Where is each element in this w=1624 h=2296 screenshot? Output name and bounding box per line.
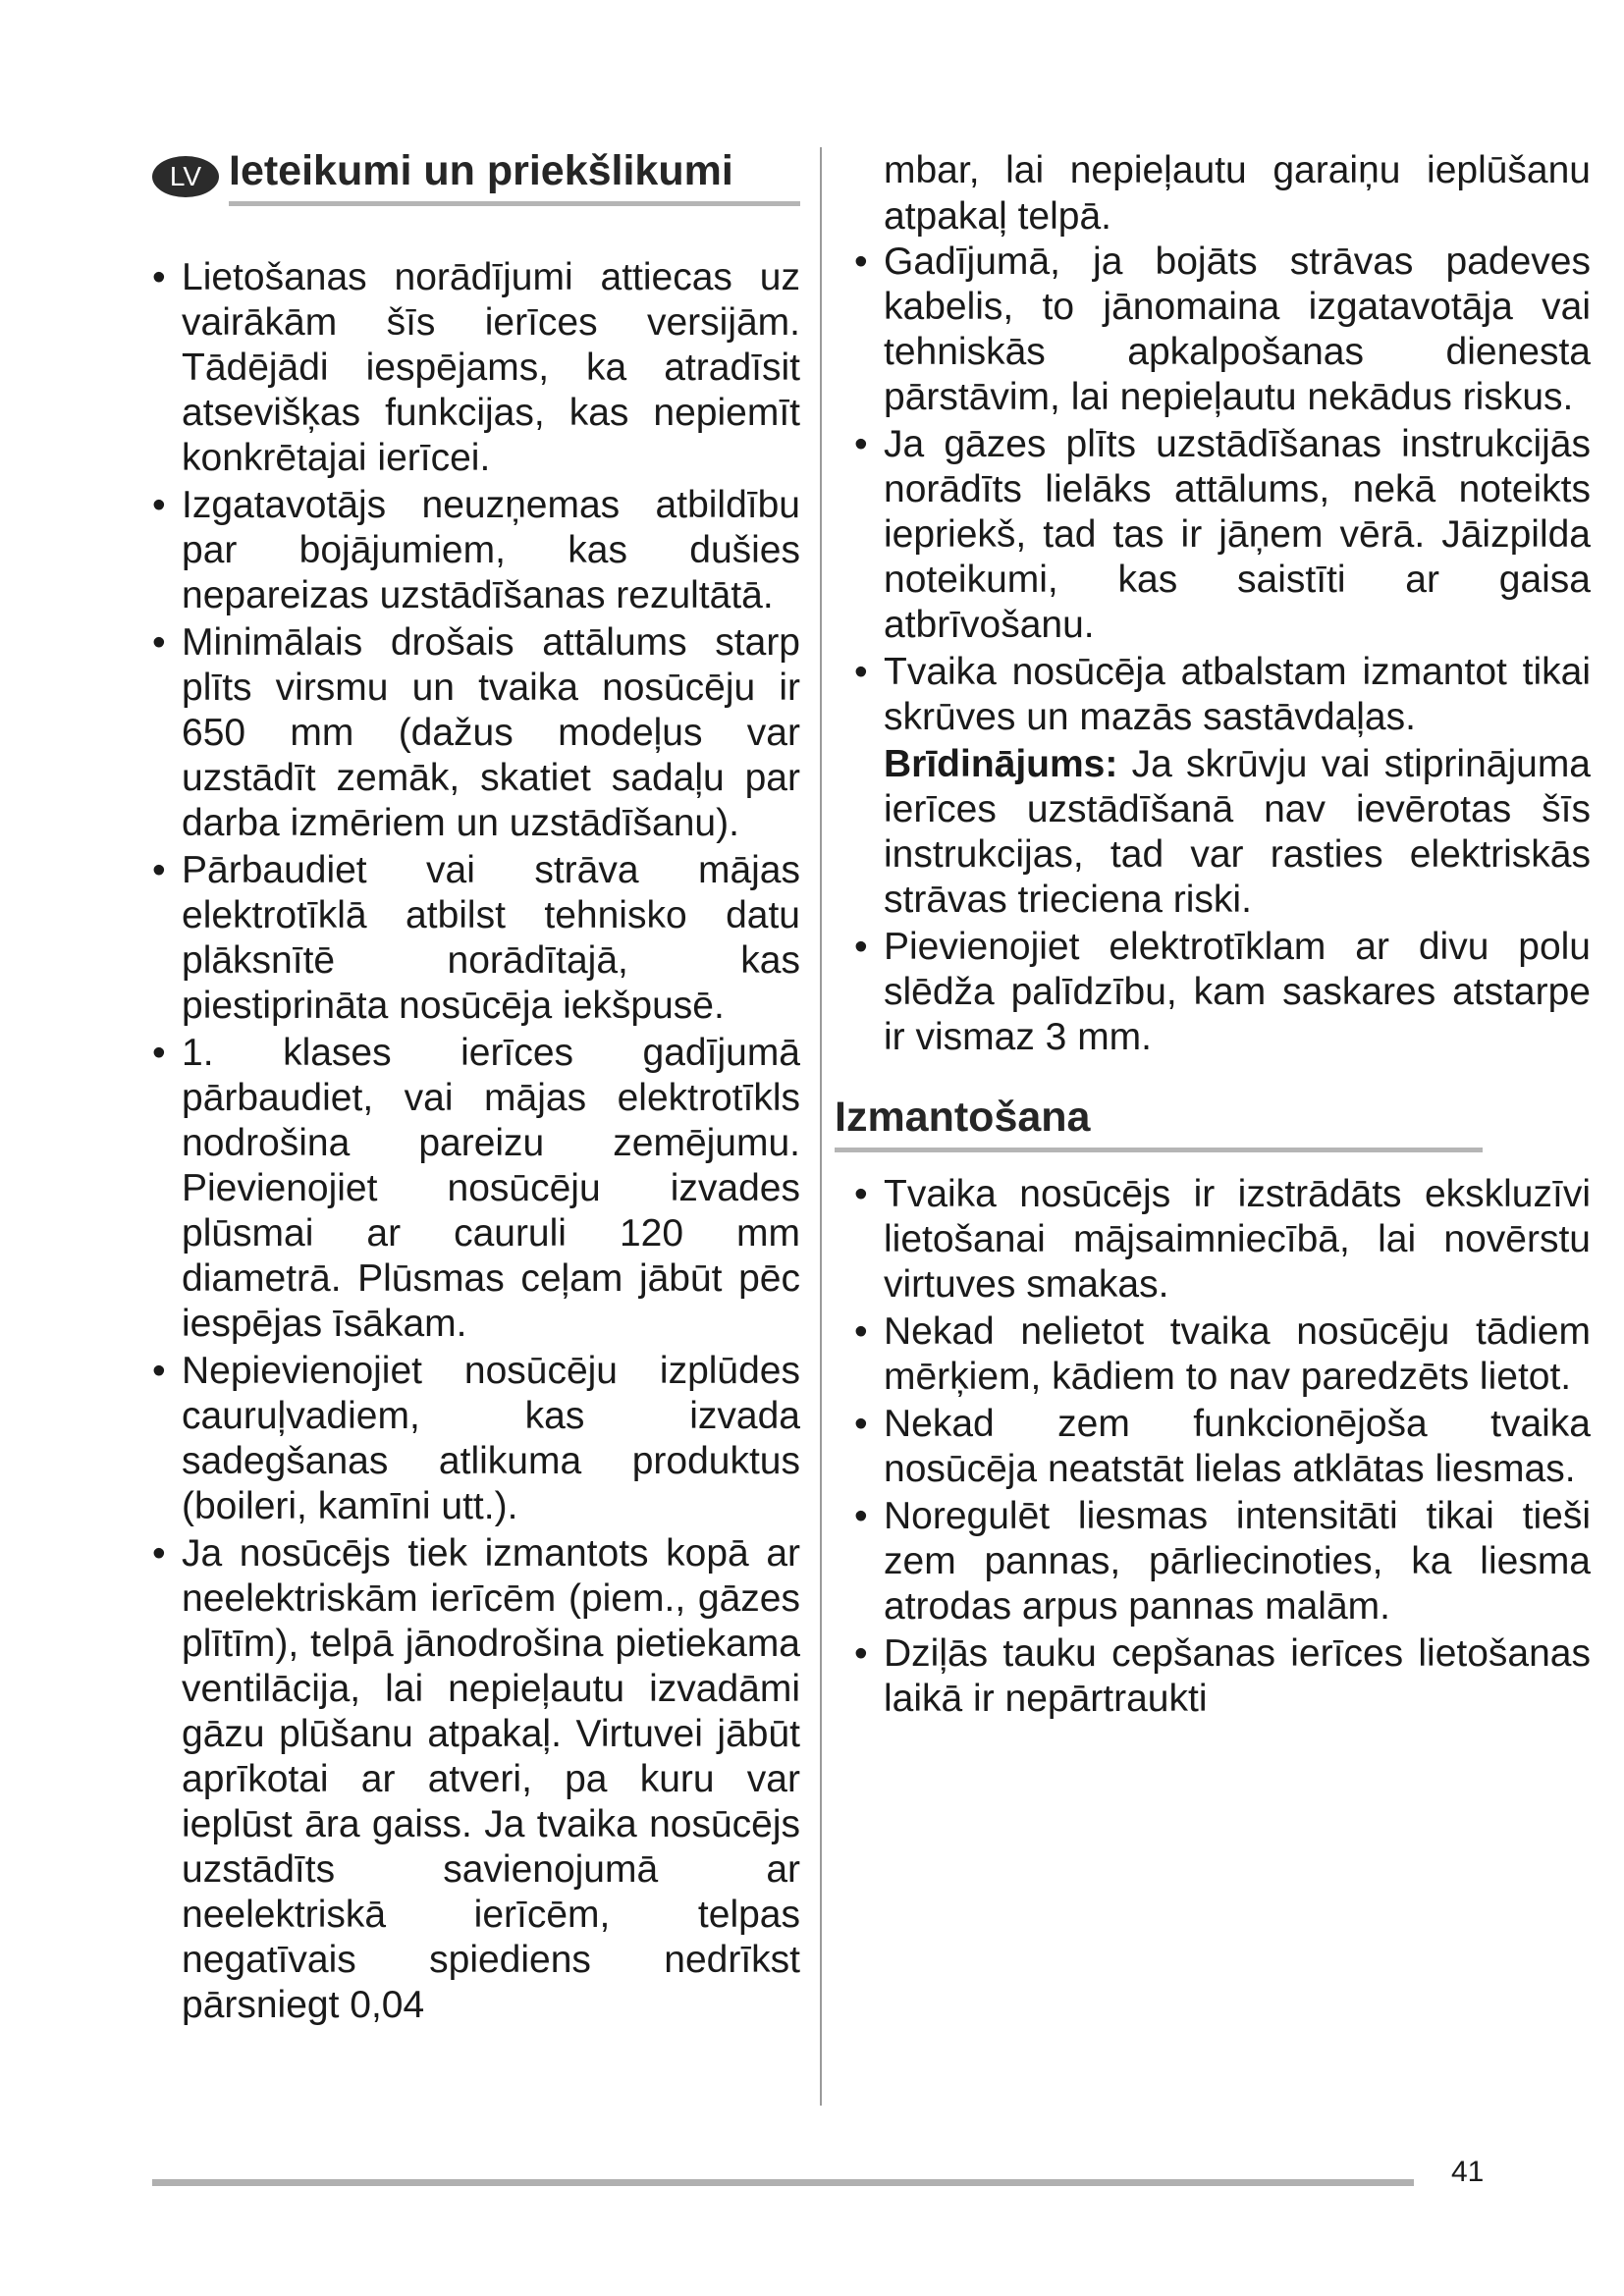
list-item: • Noregulēt liesmas intensitāti tikai tieši zem pannas, pārliecinoties, ka liesma atrodas arpus pannas malām. xyxy=(854,1494,1591,1629)
list-item: • Ja nosūcējs tiek izmantots kopā ar neelektriskām ierīcēm (piem., gāzes plītīm), telpā jānodrošina pietiekama ventilācija, lai nepieļautu izvadāmi gāzu plūšanu atpakaļ. Virtuvei jābūt aprīkotai ar atveri, pa kuru var ieplūst āra gaiss. Ja tvaika nosūcējs uzstādīts savienojumā ar neelektriskā ierīcēm, telpas negatīvais spiediens nedrīkst pārsniegt 0,04 xyxy=(152,1531,800,2028)
section-title: Ieteikumi un priekšlikumi xyxy=(229,147,800,206)
list-item: • Ja gāzes plīts uzstādīšanas instrukcijās norādīts lielāks attālums, nekā noteikts iepriekš, tad tas ir jāņem vērā. Jāizpilda noteikumi, kas saistīti ar gaisa atbrīvošanu. xyxy=(854,422,1591,648)
left-bullet-list xyxy=(152,255,800,2028)
list-item: • Nekad nelietot tvaika nosūcēju tādiem mērķiem, kādiem to nav paredzēts lietot. xyxy=(854,1309,1591,1400)
list-item: • Tvaika nosūcējs ir izstrādāts ekskluzīvi lietošanai mājsaimniecībā, lai novērstu virtuves smakas. xyxy=(854,1172,1591,1308)
list-item: • Nekad zem funkcionējoša tvaika nosūcēja neatstāt lielas atklātas liesmas. xyxy=(854,1402,1591,1492)
list-item: • Dziļās tauku cepšanas ierīces lietošanas laikā ir nepārtraukti xyxy=(854,1631,1591,1722)
list-item: • Pārbaudiet vai strāva mājas elektrotīklā atbilst tehnisko datu plāksnītē norādītajā, kas piestiprināta nosūcēja iekšpusē. xyxy=(152,848,800,1029)
column-divider xyxy=(820,147,822,2106)
list-item: • Pievienojiet elektrotīklam ar divu polu slēdža palīdzību, kam saskares atstarpe ir vismaz 3 mm. xyxy=(854,925,1591,1060)
right-bullet-list-2 xyxy=(854,925,1591,1060)
usage-section-title: Izmantošana xyxy=(835,1094,1483,1152)
warning-text: Ja skrūvju vai stiprinājuma ierīces uzstādīšanā nav ievērotas šīs instrukcijas, tad var rasties elektriskās strāvas trieciena riski. xyxy=(884,743,1591,921)
warning-label: Brīdinājums: xyxy=(884,743,1118,785)
language-badge: LV xyxy=(152,156,219,197)
left-column xyxy=(152,147,800,2030)
page-number: 41 xyxy=(1451,2156,1485,2188)
list-item: • 1. klases ierīces gadījumā pārbaudiet, vai mājas elektrotīkls nodrošina pareizu zemējumu. Pievienojiet nosūcēju izvades plūsmai ar cauruli 120 mm diametrā. Plūsmas ceļam jābūt pēc iespējas īsākam. xyxy=(152,1031,800,1347)
list-item: • Lietošanas norādījumi attiecas uz vairākām šīs ierīces versijām. Tādējādi iespējams, ka atradīsit atsevišķas funkcijas, kas nepiemīt konkrētajai ierīcei. xyxy=(152,255,800,481)
list-item: • Nepievienojiet nosūcēju izplūdes cauruļvadiem, kas izvada sadegšanas atlikuma produktus (boileri, kamīni utt.). xyxy=(152,1349,800,1529)
list-item: • Tvaika nosūcēja atbalstam izmantot tikai skrūves un mazās sastāvdaļas. xyxy=(854,650,1591,740)
usage-bullet-list xyxy=(854,1172,1591,1722)
section-heading xyxy=(152,147,800,206)
footer-rule xyxy=(152,2179,1414,2186)
list-item: • Gadījumā, ja bojāts strāvas padeves kabelis, to jānomaina izgatavotāja vai tehniskās apkalpošanas dienesta pārstāvim, lai nepieļautu nekādus riskus. xyxy=(854,240,1591,420)
right-bullet-list xyxy=(854,240,1591,740)
list-item: • Minimālais drošais attālums starp plīts virsmu un tvaika nosūcēju ir 650 mm (dažus modeļus var uzstādīt zemāk, skatiet sadaļu par darba izmēriem un uzstādīšanu). xyxy=(152,620,800,846)
list-item: • Izgatavotājs neuzņemas atbildību par bojājumiem, kas dušies nepareizas uzstādīšanas rezultātā. xyxy=(152,483,800,618)
continuation-text: mbar, lai nepieļautu garaiņu ieplūšanu atpakaļ telpā. xyxy=(884,149,1591,238)
right-column xyxy=(835,147,1591,1724)
warning-paragraph xyxy=(854,742,1591,923)
